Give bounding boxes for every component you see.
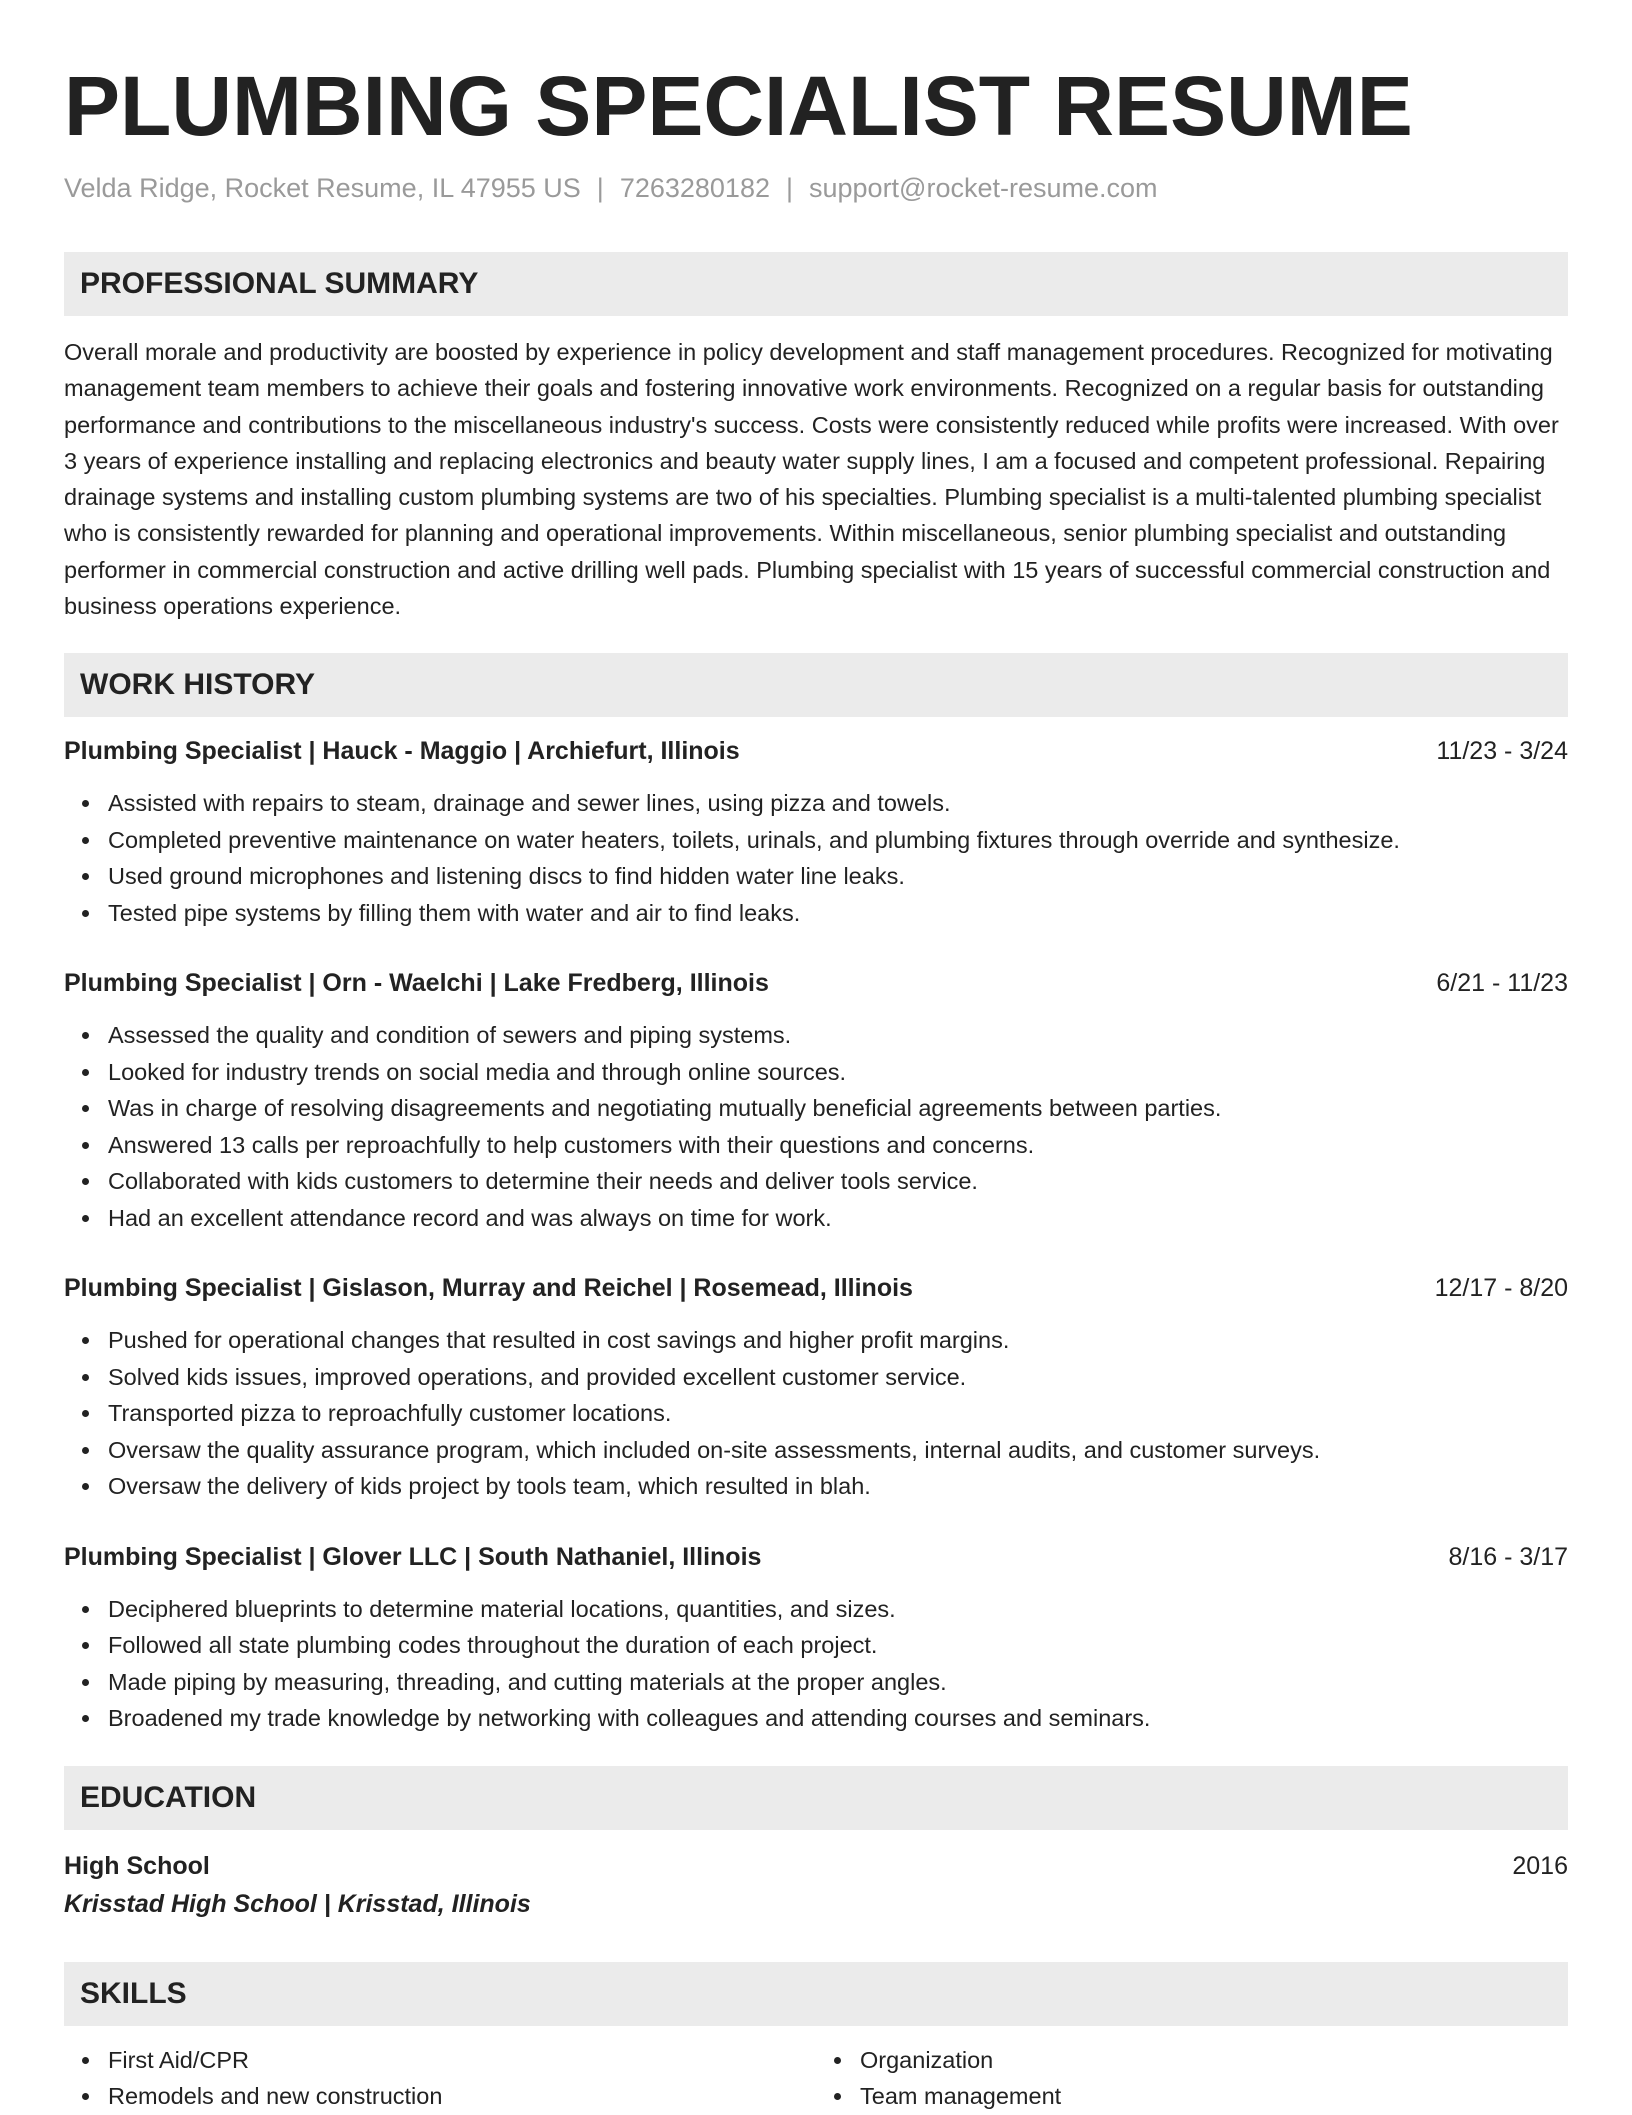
section-heading-work-history: WORK HISTORY	[64, 653, 1568, 717]
job-title: Plumbing Specialist | Glover LLC | South Nathaniel, Illinois	[64, 1542, 762, 1571]
job-bullet: Assisted with repairs to steam, drainage and sewer lines, using pizza and towels.	[108, 785, 1568, 822]
summary-section	[64, 252, 1568, 624]
summary-text: Overall morale and productivity are boosted by experience in policy development and staff management procedures. Recognized for motivating management team members to achieve their goals and fostering innovative work environments. Recognized on a regular basis for outstanding performance and contributions to the miscellaneous industry's success. Costs were consistently reduced while profits were increased. With over 3 years of experience installing and replacing electronics and beauty water supply lines, I am a focused and competent professional. Repairing drainage systems and installing custom plumbing systems are two of his specialties. Plumbing specialist is a multi-talented plumbing specialist who is consistently rewarded for planning and operational improvements. Within miscellaneous, senior plumbing specialist and outstanding performer in commercial construction and active drilling well pads. Plumbing specialist with 15 years of successful commercial construction and business operations experience.	[64, 339, 1559, 620]
job-dates: 11/23 - 3/24	[1436, 737, 1568, 766]
contact-email: support@rocket-resume.com	[809, 173, 1158, 203]
education-year: 2016	[1512, 1851, 1568, 1880]
skill-item: Remodels and new construction	[108, 2078, 816, 2115]
job-bullet: Completed preventive maintenance on water heaters, toilets, urinals, and plumbing fixtures through override and synthesize.	[108, 822, 1568, 859]
job-title: Plumbing Specialist | Orn - Waelchi | Lake Fredberg, Illinois	[64, 969, 769, 998]
job-bullet-list	[64, 1591, 1568, 1737]
skills-column-left	[64, 2042, 816, 2115]
job-entry	[64, 1270, 1568, 1505]
job-bullet-list	[64, 1017, 1568, 1236]
job-header	[64, 1539, 1568, 1575]
job-dates: 12/17 - 8/20	[1434, 1274, 1568, 1303]
job-bullet: Broadened my trade knowledge by networking with colleagues and attending courses and seminars.	[108, 1700, 1568, 1737]
education-degree: High School	[64, 1851, 210, 1880]
job-entry	[64, 733, 1568, 931]
job-bullet: Was in charge of resolving disagreements and negotiating mutually beneficial agreements between parties.	[108, 1090, 1568, 1127]
job-bullet: Looked for industry trends on social media and through online sources.	[108, 1054, 1568, 1091]
section-heading-skills: SKILLS	[64, 1962, 1568, 2026]
job-header	[64, 1270, 1568, 1306]
job-bullet: Answered 13 calls per reproachfully to help customers with their questions and concerns.	[108, 1127, 1568, 1164]
section-heading-education: EDUCATION	[64, 1766, 1568, 1830]
skills-list	[816, 2042, 1568, 2115]
skills-column-right	[816, 2042, 1568, 2115]
job-bullet: Assessed the quality and condition of sewers and piping systems.	[108, 1017, 1568, 1054]
job-bullet: Solved kids issues, improved operations, and provided excellent customer service.	[108, 1359, 1568, 1396]
education-section	[64, 1766, 1568, 1922]
job-header	[64, 733, 1568, 769]
skill-item: Organization	[860, 2042, 1568, 2079]
job-entry	[64, 1539, 1568, 1737]
contact-separator: |	[596, 173, 604, 203]
job-entry	[64, 965, 1568, 1236]
job-bullet: Used ground microphones and listening discs to find hidden water line leaks.	[108, 858, 1568, 895]
section-heading-summary: PROFESSIONAL SUMMARY	[64, 252, 1568, 316]
job-dates: 6/21 - 11/23	[1436, 969, 1568, 998]
education-header	[64, 1848, 1568, 1884]
resume-title: PLUMBING SPECIALIST RESUME	[64, 59, 1413, 153]
contact-line	[64, 170, 1568, 206]
job-bullet: Transported pizza to reproachfully customer locations.	[108, 1395, 1568, 1432]
skills-list	[64, 2042, 816, 2115]
contact-separator: |	[785, 173, 793, 203]
skill-item: Team management	[860, 2078, 1568, 2115]
skill-item: First Aid/CPR	[108, 2042, 816, 2079]
job-bullet: Made piping by measuring, threading, and cutting materials at the proper angles.	[108, 1664, 1568, 1701]
job-dates: 8/16 - 3/17	[1448, 1542, 1568, 1571]
job-title: Plumbing Specialist | Gislason, Murray and Reichel | Rosemead, Illinois	[64, 1274, 913, 1303]
job-bullet: Tested pipe systems by filling them with water and air to find leaks.	[108, 895, 1568, 932]
contact-phone: 7263280182	[619, 173, 770, 203]
job-bullet: Had an excellent attendance record and was always on time for work.	[108, 1200, 1568, 1237]
job-bullet-list	[64, 1322, 1568, 1505]
skills-section	[64, 1962, 1568, 2115]
skills-grid	[64, 2042, 1568, 2115]
job-bullet: Oversaw the delivery of kids project by tools team, which resulted in blah.	[108, 1468, 1568, 1505]
contact-address: Velda Ridge, Rocket Resume, IL 47955 US	[64, 173, 581, 203]
job-bullet-list	[64, 785, 1568, 931]
job-bullet: Followed all state plumbing codes throughout the duration of each project.	[108, 1627, 1568, 1664]
work-history-section	[64, 653, 1568, 1737]
education-school: Krisstad High School | Krisstad, Illinois	[64, 1889, 531, 1918]
job-header	[64, 965, 1568, 1001]
job-bullet: Collaborated with kids customers to determine their needs and deliver tools service.	[108, 1163, 1568, 1200]
job-bullet: Deciphered blueprints to determine material locations, quantities, and sizes.	[108, 1591, 1568, 1628]
job-bullet: Pushed for operational changes that resulted in cost savings and higher profit margins.	[108, 1322, 1568, 1359]
job-bullet: Oversaw the quality assurance program, which included on-site assessments, internal audits, and customer surveys.	[108, 1432, 1568, 1469]
job-title: Plumbing Specialist | Hauck - Maggio | Archiefurt, Illinois	[64, 737, 740, 766]
